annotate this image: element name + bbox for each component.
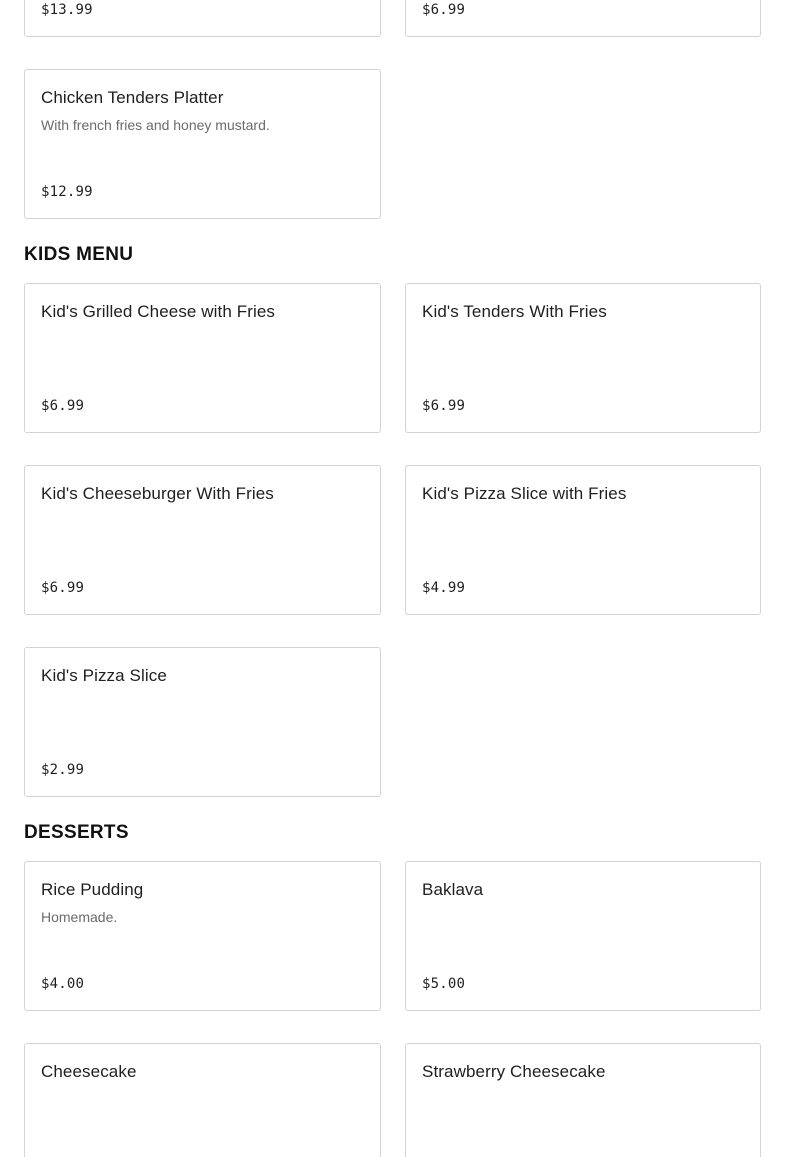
section-title-desserts: DESSERTS <box>24 822 129 843</box>
item-name: Kid's Grilled Cheese with Fries <box>41 302 276 321</box>
section-title-kids-menu: KIDS MENU <box>24 244 134 265</box>
item-name: Cheesecake <box>41 1062 137 1081</box>
item-price: $4.99 <box>422 580 466 596</box>
menu-item-card[interactable] <box>24 0 381 37</box>
menu-item-card[interactable] <box>24 1043 381 1157</box>
item-price: $6.99 <box>422 2 466 18</box>
item-name: Chicken Tenders Platter <box>41 88 224 107</box>
item-name: Kid's Tenders With Fries <box>422 302 607 321</box>
menu-item-card[interactable] <box>24 861 381 1011</box>
item-name: Kid's Cheeseburger With Fries <box>41 484 274 503</box>
item-name: Baklava <box>422 880 484 899</box>
item-price: $6.99 <box>41 580 85 596</box>
item-name: Kid's Pizza Slice <box>41 666 167 685</box>
item-price: $4.00 <box>41 976 85 992</box>
item-description: Homemade. <box>41 909 118 925</box>
item-name: Kid's Pizza Slice with Fries <box>422 484 627 503</box>
menu-item-card[interactable] <box>405 861 761 1011</box>
menu-item-card[interactable] <box>24 465 381 615</box>
menu-item-card[interactable] <box>24 283 381 433</box>
item-price: $13.99 <box>41 2 93 18</box>
item-price: $12.99 <box>41 184 93 200</box>
menu-item-card[interactable] <box>24 69 381 219</box>
item-price: $5.00 <box>422 976 466 992</box>
item-description: With french fries and honey mustard. <box>41 117 270 133</box>
menu-item-card[interactable] <box>405 465 761 615</box>
menu-item-card[interactable] <box>24 647 381 797</box>
menu-item-card[interactable] <box>405 0 761 37</box>
item-price: $6.99 <box>41 398 85 414</box>
item-name: Rice Pudding <box>41 880 144 899</box>
item-price: $6.99 <box>422 398 466 414</box>
item-price: $2.99 <box>41 762 85 778</box>
menu-item-card[interactable] <box>405 283 761 433</box>
menu-item-card[interactable] <box>405 1043 761 1157</box>
item-name: Strawberry Cheesecake <box>422 1062 606 1081</box>
